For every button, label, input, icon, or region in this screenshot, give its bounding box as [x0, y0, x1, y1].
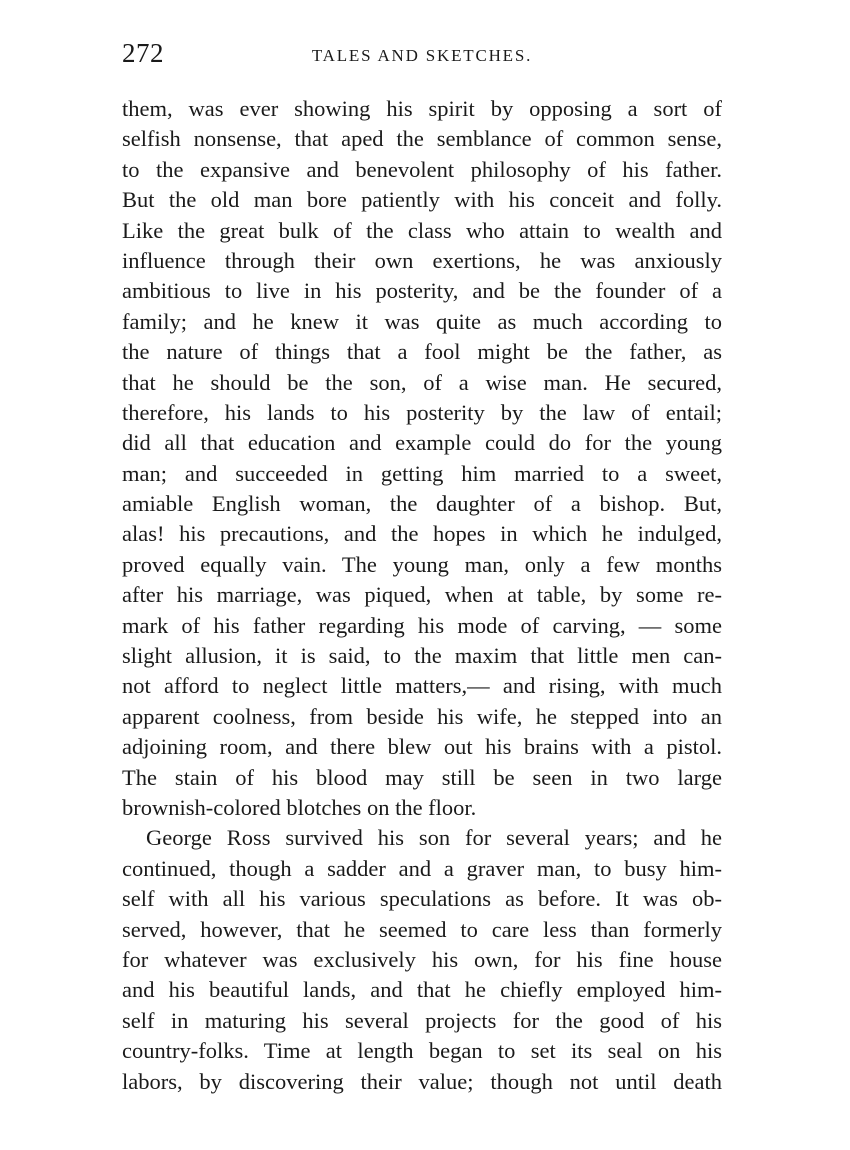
text-line: selfish nonsense, that aped the semblance of common sense, — [122, 126, 722, 152]
text-line: apparent coolness, from beside his wife, he stepped into an — [122, 703, 722, 729]
text-line: country-folks. Time at length began to set its seal on his — [122, 1038, 722, 1064]
text-line: amiable English woman, the daughter of a bishop. But, — [122, 491, 722, 517]
text-line: slight allusion, it is said, to the maxim that little men can- — [122, 643, 722, 669]
body-text — [122, 94, 722, 1097]
text-line: and his beautiful lands, and that he chiefly employed him- — [122, 977, 722, 1003]
text-line: brownish-colored blotches on the floor. — [122, 794, 477, 820]
text-line: alas! his precautions, and the hopes in which he indulged, — [122, 521, 722, 547]
text-line: family; and he knew it was quite as much according to — [122, 308, 722, 334]
text-line: did all that education and example could do for the young — [122, 430, 722, 456]
text-line: mark of his father regarding his mode of carving, — some — [122, 612, 722, 638]
text-line: The stain of his blood may still be seen in two large — [122, 764, 722, 790]
text-line: But the old man bore patiently with his conceit and folly. — [122, 187, 722, 213]
text-line: not afford to neglect little matters,— and rising, with much — [122, 673, 722, 699]
text-line: the nature of things that a fool might be the father, as — [122, 339, 722, 365]
text-line: adjoining room, and there blew out his brains with a pistol. — [122, 734, 722, 760]
text-line: continued, though a sadder and a graver man, to busy him- — [122, 855, 722, 881]
text-line: proved equally vain. The young man, only a few months — [122, 551, 722, 577]
text-line: for whatever was exclusively his own, for his fine house — [122, 946, 722, 972]
text-line: them, was ever showing his spirit by opposing a sort of — [122, 96, 722, 121]
text-line: Like the great bulk of the class who attain to wealth and — [122, 217, 722, 243]
text-line: that he should be the son, of a wise man. He secured, — [122, 369, 722, 395]
text-line: therefore, his lands to his posterity by the law of entail; — [122, 399, 722, 425]
running-head: TALES AND SKETCHES. — [311, 46, 533, 65]
text-line: served, however, that he seemed to care less than formerly — [122, 916, 722, 942]
text-line: labors, by discovering their value; though not until death — [122, 1068, 722, 1094]
text-line: to the expansive and benevolent philosophy of his father. — [122, 156, 722, 182]
page-number: 272 — [122, 38, 164, 68]
text-line: ambitious to live in his posterity, and be the founder of a — [122, 278, 722, 304]
text-line: influence through their own exertions, he was anxiously — [122, 247, 722, 273]
text-line: George Ross survived his son for several years; and he — [146, 825, 722, 851]
paragraph-1 — [122, 94, 722, 823]
text-line: man; and succeeded in getting him married to a sweet, — [122, 460, 722, 486]
text-line: self with all his various speculations as before. It was ob- — [122, 886, 722, 912]
page-header — [122, 38, 722, 78]
text-line: after his marriage, was piqued, when at table, by some re- — [122, 582, 722, 608]
text-line: self in maturing his several projects for the good of his — [122, 1007, 722, 1033]
paragraph-2 — [122, 823, 722, 1097]
